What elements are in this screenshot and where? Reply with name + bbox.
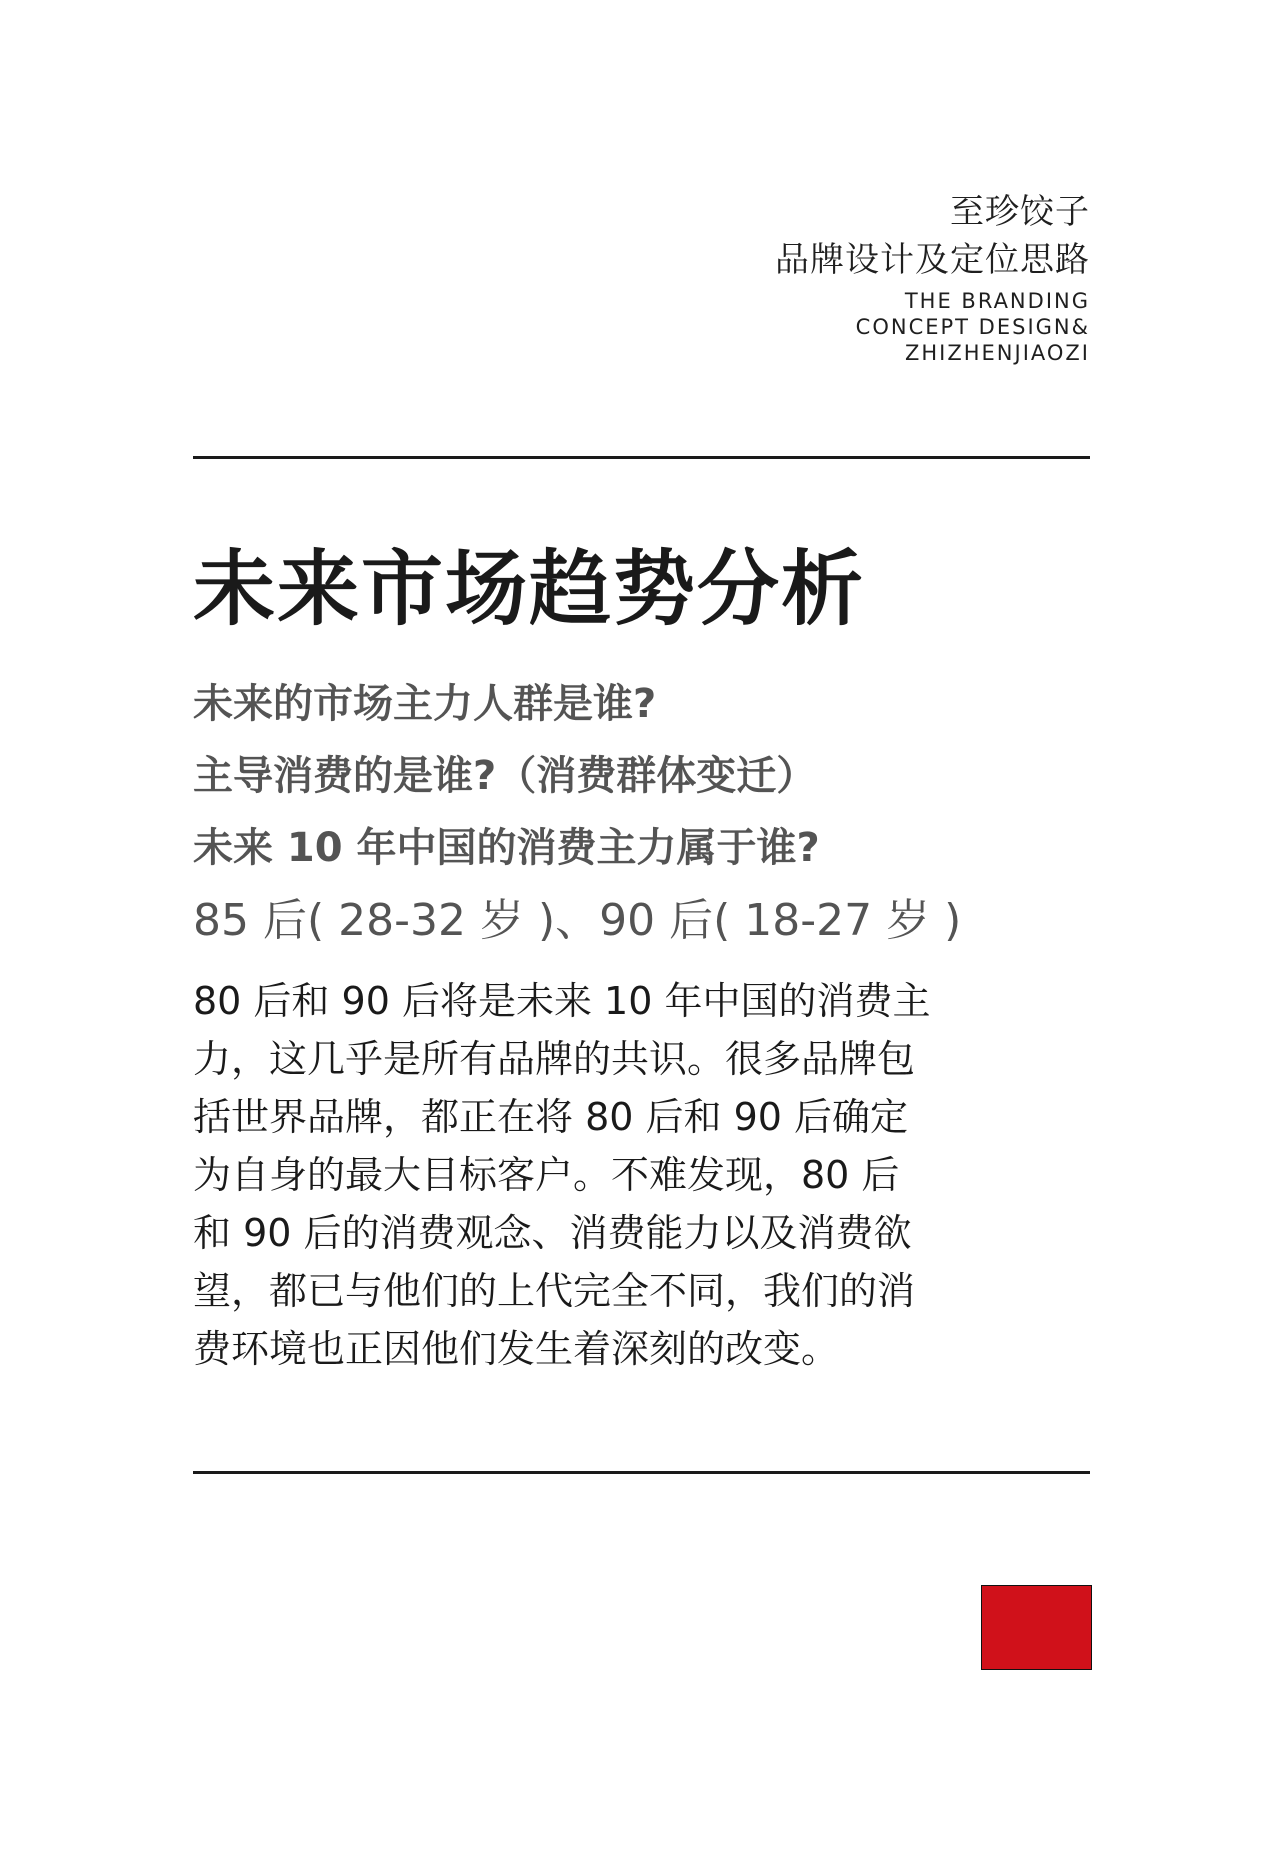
english-line: ZHIZHENJIAOZI [904,341,1090,365]
questions-block [193,668,1093,958]
brand-english-title [775,288,1090,366]
top-divider [193,456,1090,459]
body-line: 力，这几乎是所有品牌的共识。很多品牌包 [193,1037,916,1081]
body-paragraph [193,972,1023,1378]
header-block [775,188,1090,366]
age-groups-line: 85 后( 28-32 岁 )、90 后( 18-27 岁 ) [193,895,962,946]
body-line: 括世界品牌，都正在将 80 后和 90 后确定 [193,1095,909,1139]
question-line: 未来 10 年中国的消费主力属于谁? [193,825,820,871]
body-line: 费环境也正因他们发生着深刻的改变。 [193,1327,840,1371]
body-line: 望，都已与他们的上代完全不同，我们的消 [193,1269,916,1313]
brand-name: 至珍饺子 [950,192,1090,232]
question-line: 未来的市场主力人群是谁? [193,681,657,727]
brand-subtitle: 品牌设计及定位思路 [775,240,1090,280]
red-accent-square [981,1585,1092,1670]
body-line: 和 90 后的消费观念、消费能力以及消费欲 [193,1211,912,1255]
body-line: 80 后和 90 后将是未来 10 年中国的消费主 [193,979,931,1023]
page-title: 未来市场趋势分析 [193,542,866,637]
question-line: 主导消费的是谁?（消费群体变迁） [193,753,817,799]
bottom-divider [193,1471,1090,1474]
body-line: 为自身的最大目标客户。不难发现，80 后 [193,1153,900,1197]
english-line: THE BRANDING [904,289,1090,313]
english-line: CONCEPT DESIGN& [855,315,1090,339]
